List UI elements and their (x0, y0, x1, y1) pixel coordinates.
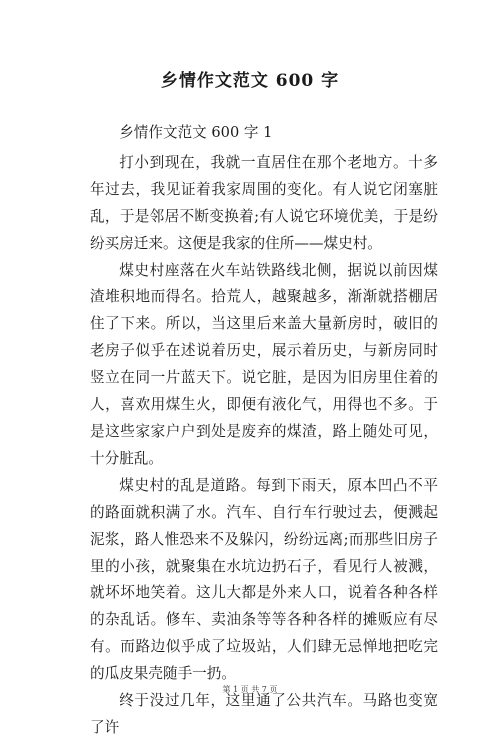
paragraph-4: 终于没过几年，这里通了公共汽车。马路也变宽了许 (90, 692, 438, 736)
paragraph-2: 煤史村座落在火车站铁路线北侧，据说以前因煤渣堆积地而得名。拾荒人，越聚越多，渐渐就搭棚居住了下来。所以，当这里后来盖大量新房时，破旧的老房子似乎在述说着历史，展示着历史，与新房同时竖立在同一片蓝天下。说它脏，是因为旧房里住着的人，喜欢用煤生火，即便有液化气，用得也不多。于是这些家家户户到处是废弃的煤渣，路上随处可见，十分脏乱。 (90, 261, 438, 467)
document-title: 乡情作文范文 600 字 (160, 71, 340, 91)
section-subtitle: 乡情作文范文 600 字 1 (119, 124, 273, 141)
page-footer: 第 1 页 共 7 页 (222, 685, 278, 694)
document-body (90, 120, 438, 742)
paragraph-3: 煤史村的乱是道路。每到下雨天，原本凹凸不平的路面就积满了水。汽车、自行车行驶过去，便溅起泥浆，路人惟恐来不及躲闪，纷纷远离;而那些旧房子里的小孩，就聚集在水坑边扔石子，看见行人被溅，就坏坏地笑着。这儿大都是外来人口，说着各种各样的杂乱话。修车、卖油条等等各种各样的摊贩应有尽有。而路边似乎成了垃圾站，人们肆无忌惮地把吃完的瓜皮果壳随手一扔。 (90, 476, 438, 683)
paragraph-1: 打小到现在，我就一直居住在那个老地方。十多年过去，我见证着我家周围的变化。有人说它闭塞脏乱，于是邻居不断变换着;有人说它环境优美，于是纷纷买房迁来。这便是我家的住所——煤史村。 (90, 153, 438, 252)
